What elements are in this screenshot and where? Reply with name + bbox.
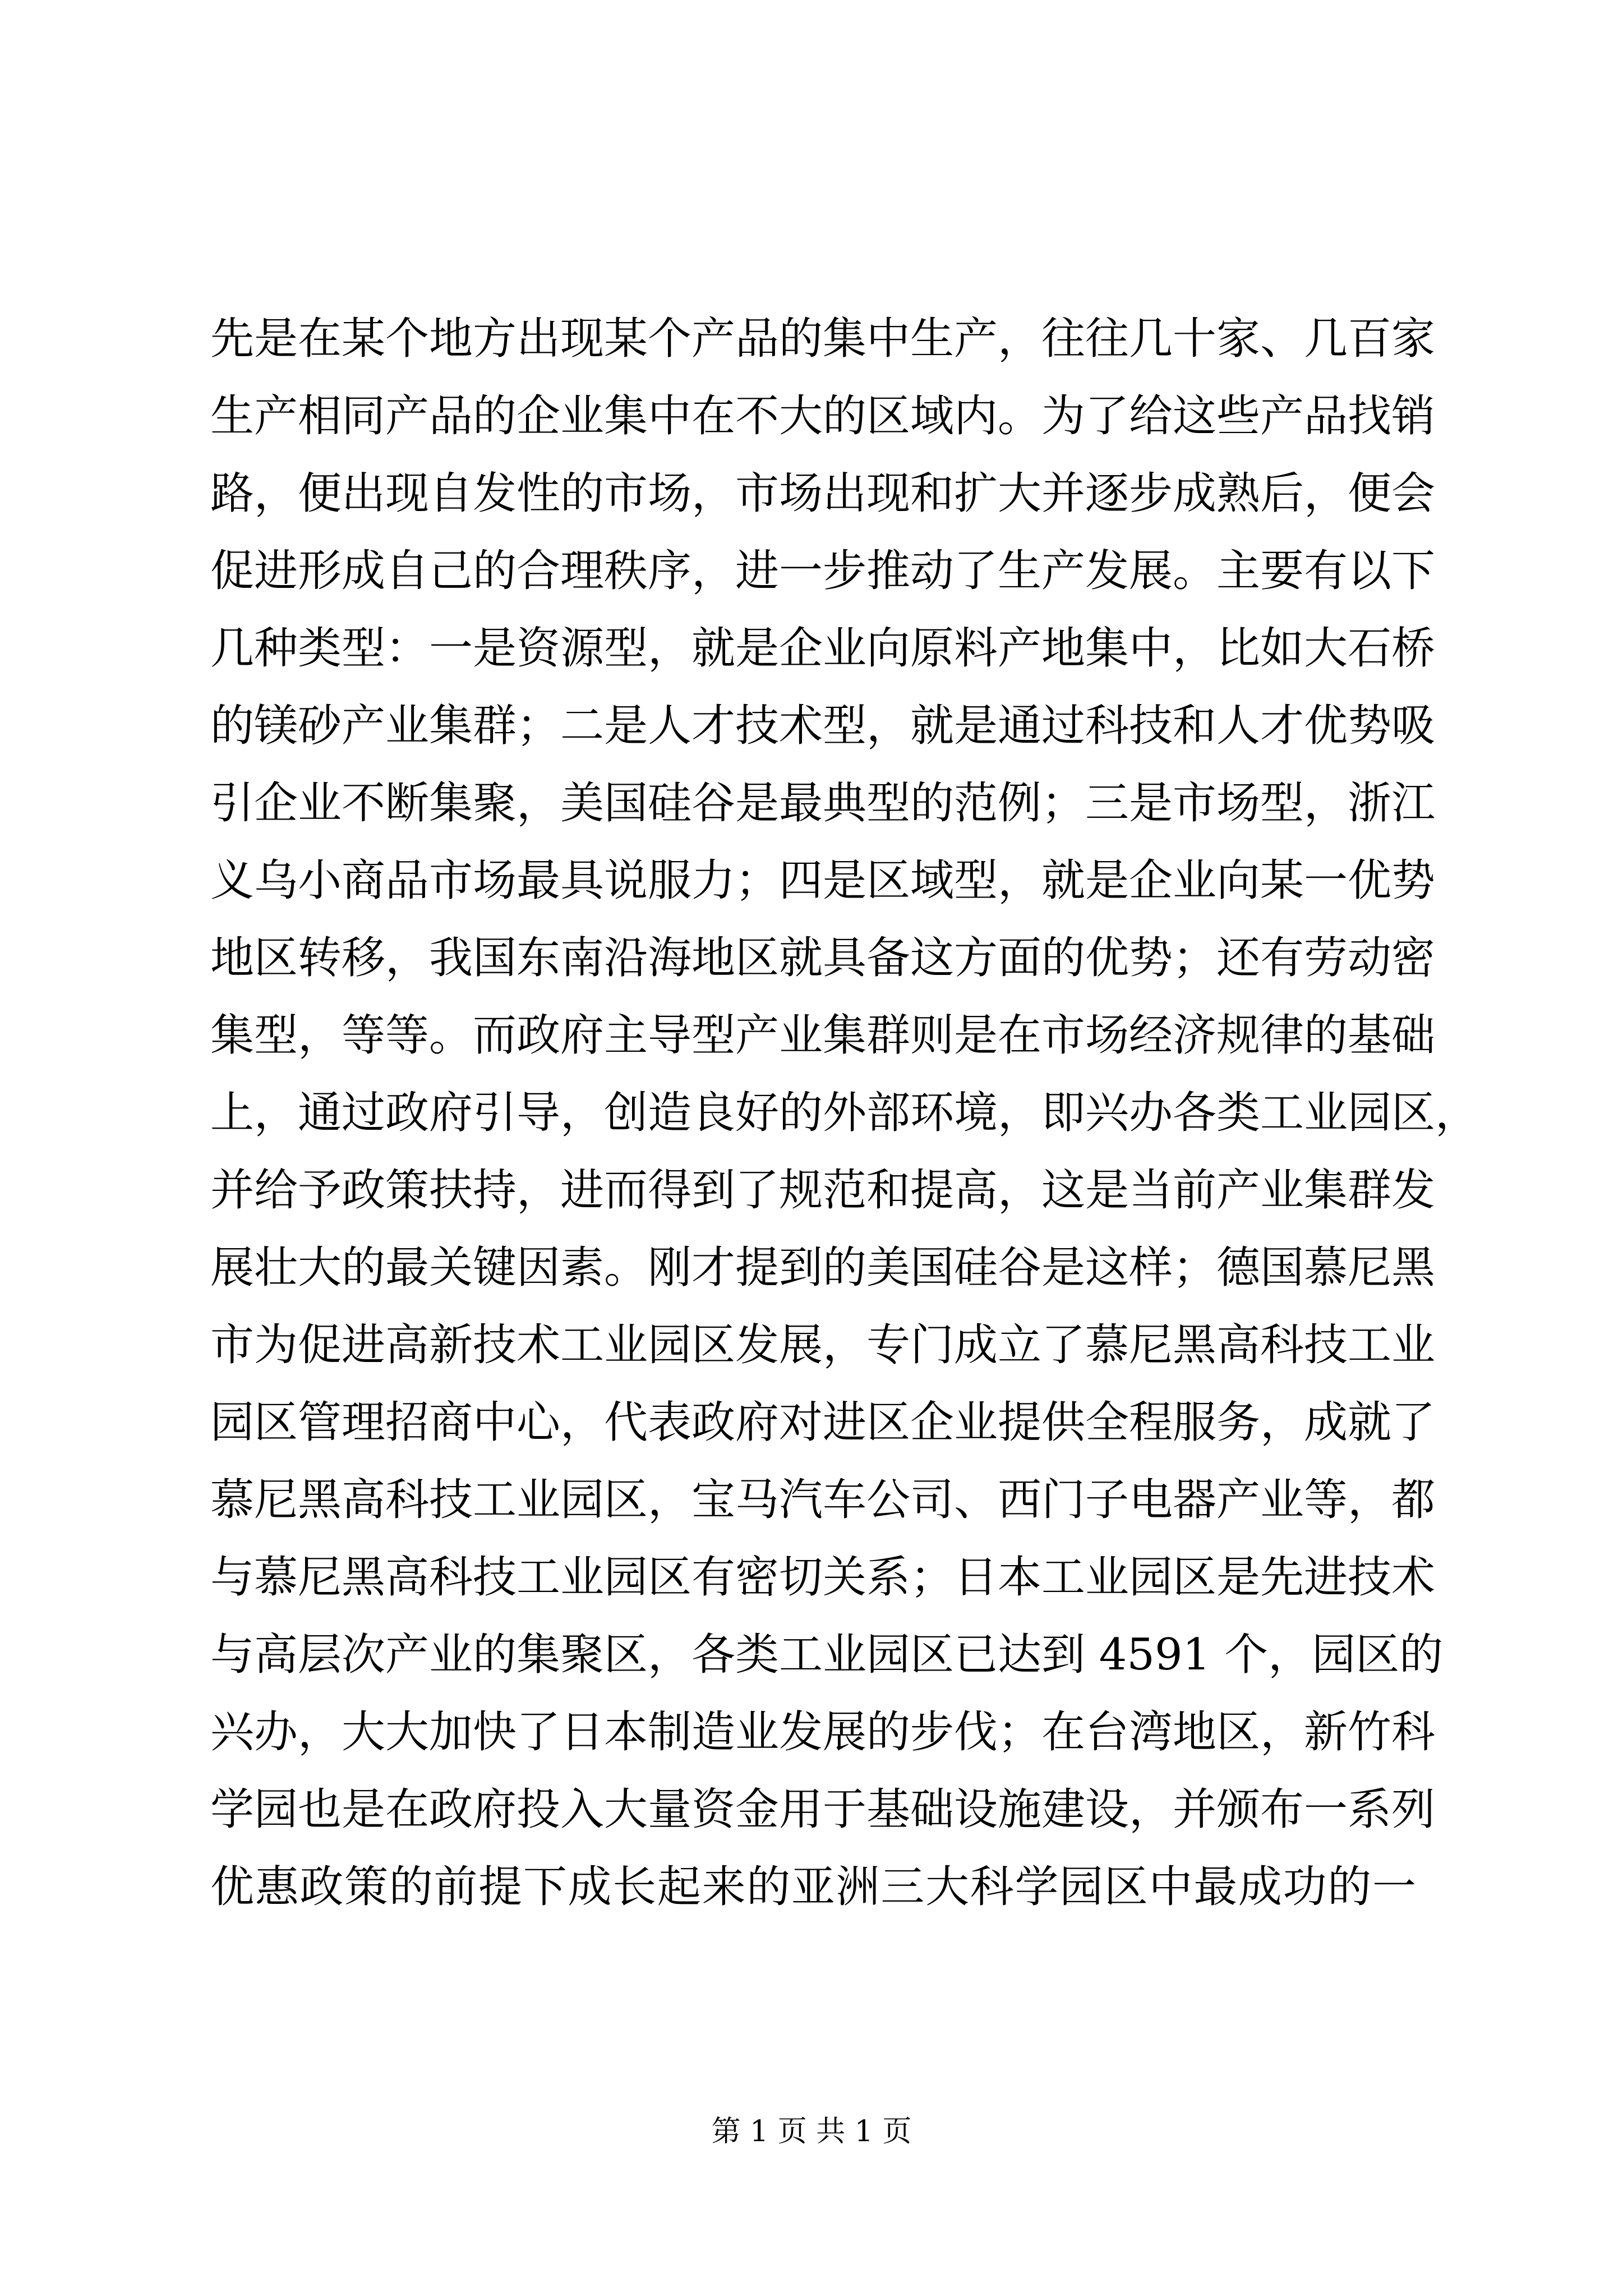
- text-line: 路，便出现自发性的市场，市场出现和扩大并逐步成熟后，便会: [210, 468, 1436, 519]
- text-line: 并给予政策扶持，进而得到了规范和提高，这是当前产业集群发: [210, 1165, 1436, 1216]
- page-footer: 第 1 页 共 1 页: [711, 2115, 912, 2148]
- body-paragraph: [210, 300, 1479, 1926]
- text-line: 先是在某个地方出现某个产品的集中生产，往往几十家、几百家: [210, 314, 1436, 364]
- text-line: 生产相同产品的企业集中在不大的区域内。为了给这些产品找销: [210, 391, 1436, 441]
- text-line: 慕尼黑高科技工业园区，宝马汽车公司、西门子电器产业等，都: [210, 1475, 1436, 1525]
- text-line: 兴办，大大加快了日本制造业发展的步伐；在台湾地区，新竹科: [210, 1707, 1436, 1757]
- text-line: 与慕尼黑高科技工业园区有密切关系；日本工业园区是先进技术: [210, 1552, 1436, 1603]
- text-line: 市为促进高新技术工业园区发展，专门成立了慕尼黑高科技工业: [210, 1320, 1436, 1370]
- text-line: 园区管理招商中心，代表政府对进区企业提供全程服务，成就了: [210, 1397, 1436, 1448]
- text-line: 集型，等等。而政府主导型产业集群则是在市场经济规律的基础: [210, 1010, 1436, 1061]
- text-line: 地区转移，我国东南沿海地区就具备这方面的优势；还有劳动密: [210, 933, 1436, 983]
- text-line: 展壮大的最关键因素。刚才提到的美国硅谷是这样；德国慕尼黑: [210, 1243, 1436, 1293]
- text-line: 与高层次产业的集聚区，各类工业园区已达到 4591 个，园区的: [210, 1630, 1444, 1680]
- text-line: 引企业不断集聚，美国硅谷是最典型的范例；三是市场型，浙江: [210, 778, 1436, 829]
- text-line: 义乌小商品市场最具说服力；四是区域型，就是企业向某一优势: [210, 855, 1436, 906]
- text-line: 优惠政策的前提下成长起来的亚洲三大科学园区中最成功的一: [210, 1862, 1416, 1912]
- text-line: 的镁砂产业集群；二是人才技术型，就是通过科技和人才优势吸: [210, 701, 1436, 751]
- text-line: 几种类型：一是资源型，就是企业向原料产地集中，比如大石桥: [210, 623, 1436, 674]
- text-line: 上，通过政府引导，创造良好的外部环境，即兴办各类工业园区，: [210, 1088, 1479, 1138]
- text-line: 促进形成自己的合理秩序，进一步推动了生产发展。主要有以下: [210, 546, 1436, 596]
- text-line: 学园也是在政府投入大量资金用于基础设施建设，并颁布一系列: [210, 1784, 1436, 1835]
